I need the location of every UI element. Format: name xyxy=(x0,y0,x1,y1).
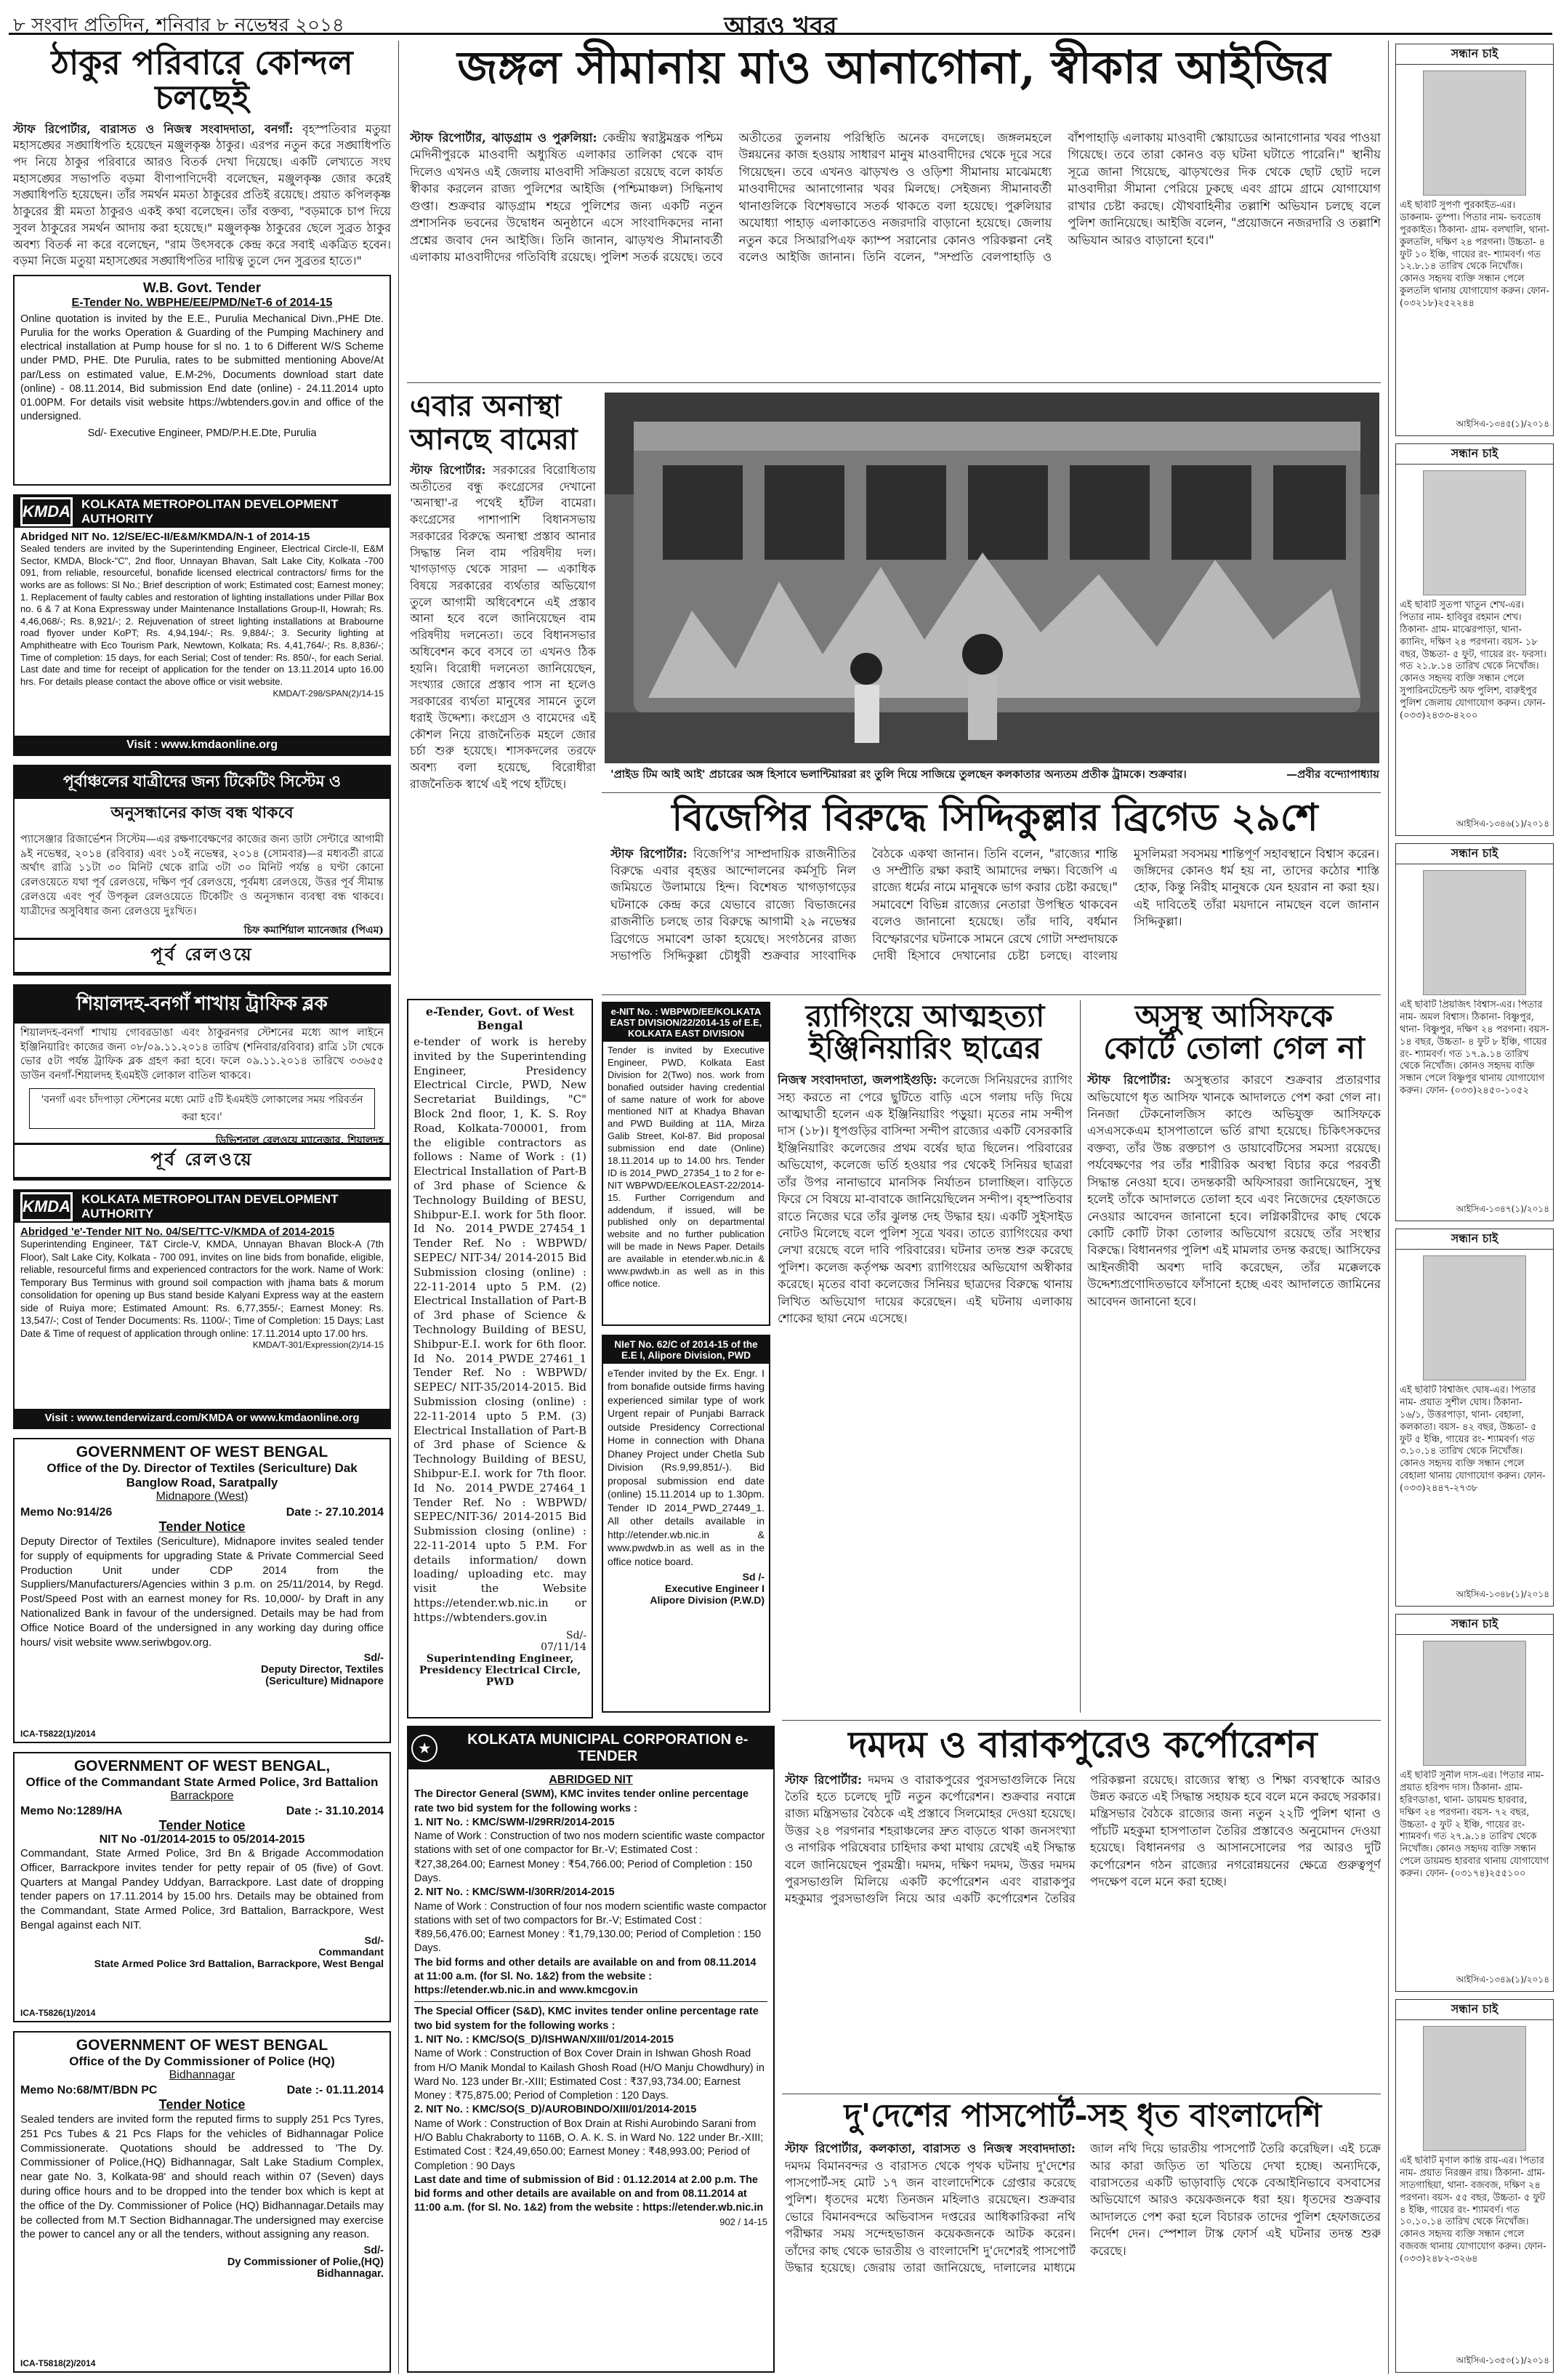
kmda-header: KMDA KOLKATA METROPOLITAN DEVELOPMENT AUTHORITY xyxy=(15,1191,390,1223)
story-headline: দমদম ও বারাকপুরেও কর্পোরেশন xyxy=(848,1723,1318,1766)
story-headline: দু'দেশের পাসপোর্ট-সহ ধৃত বাংলাদেশি xyxy=(844,2097,1322,2134)
missing-person-4: সন্ধান চাই এই ছবিটি বিশ্বজিৎ ঘোষ-এর। পিতার নাম- প্রয়াত সুশীল ঘোষ। ঠিকানা- ১৬/১, উত্তরপাড়া, থানা- বেহালা, কলকাতা। বয়স- ৪২ বছর, উচ্চতা- ৫ ফুট ৫ ইঞ্চি, গায়ের রং- শ্যামবর্ণ। গত ৩.১০.১৪ তারিখ থেকে নিখোঁজ। কোনও সহৃদয় ব্যক্তি সন্ধান পেলে বেহালা থানায় যোগাযোগ করুন। ফোন- (০৩৩)২৪৪৭-২৭৩৮ আইসিএ-১৩৪৮(১)/২০১৪ xyxy=(1395,1229,1554,1607)
railway-logo: পূর্ব রেলওয়ে xyxy=(15,1143,390,1179)
kmda-website-link[interactable]: Visit : www.kmdaonline.org xyxy=(15,736,390,755)
photo-caption: 'প্রাইড টিম আই আই' প্রচারের অঙ্গ হিসাবে ভলান্টিয়াররা রং তুলি দিয়ে সাজিয়ে তুলছেন কলকাতার অন্যতম প্রতীক ট্রামকে। শুক্রবার। —প্রবীর বন্দ্যোপাধ্যায় xyxy=(610,768,1379,781)
story-headline: বিজেপির বিরুদ্ধে সিদ্দিকুল্লার ব্রিগেড ২৯শে xyxy=(671,795,1318,840)
divider xyxy=(602,792,1381,793)
ad-kolkata-east-enit: e-NIT No. : WBPWD/EE/KOLKATA EAST DIVISION/22/2014-15 of E.E, KOLKATA EAST DIVISION Tender is invited by Executive Engineer, PWD, Kolkata East Division for 2(Two) nos. work from bonafied outsider having credential of same nature of work for above mentioned NIT at Khadya Bhavan and PWD Building at 11A, Mirza Galib Street, Kol-87. Bid proposal submission end date (Online) 18.11.2014 up to 14.00 hrs. Tender ID is 2014_PWD_27354_1 to 2 for e-NIT WBPWD/EE/KOLEAST-22/2014-15. Further Corrigendum and addendum, if issued, will be published only on departmental website and no further publication will be made in News Paper. Details are available in etender.wb.nic.in & www.pwdwb.in as well as in this office notice. xyxy=(602,1002,770,1326)
kmc-emblem-icon: ★ xyxy=(411,1734,437,1762)
missing-person-2: সন্ধান চাই এই ছবিটি সুতপা খাতুন শেখ-এর। পিতার নাম- হাবিবুর রহমান শেখ। ঠিকানা- গ্রাম- মাঝেরপাড়া, থানা- ক্যানিং, দক্ষিণ ২৪ পরগনা। বয়স- ১৮ বছর, উচ্চতা- ৫ ফুট, গায়ের রং- ফরসা। গত ২১.৮.১৪ তারিখ থেকে নিখোঁজ। কোনও সহৃদয় ব্যক্তি সন্ধান পেলে সুপারিনটেন্ডেন্ট অফ পুলিশ, বারুইপুর পুলিশ জেলায় যোগাযোগ করুন। ফোন- (০৩৩)২৪৩৩-৪২০০ আইসিএ-১৩৪৬(১)/২০১৪ xyxy=(1395,443,1554,836)
ad-police-tender: GOVERNMENT OF WEST BENGAL Office of the Dy Commissioner of Police (HQ) Bidhannagar Memo No:68/MT/BDN PC Date :- 01.11.2014 Tender Notice Sealed tenders are invited form the reputed firms to supply 251 Pcs Tyres, 251 Pcs Tubes & 21 Pcs Flaps for the vehicles of Bidhannagar Police Commissionerate. Quotations should be addressed to 'The Dy. Commissioner of Police,(HQ) Bidhannagar, Salt Lake Stadium Complex, near gate No. 3, Kolkata-98' and should reach within 07 (Seven) days during office hours and to be dropped into the tender box which is kept at the office of the Dy. Commissioner of Police (HQ) Bidhannagar.Details may be collected from M.T Section Bidhannagar.The undersigned may exercise the power to cancel any or all the tenders, without assigning any reason. Sd/- Dy Commissioner of Polie,(HQ) Bidhannagar. ICA-T5818(2)/2014 xyxy=(13,2031,391,2373)
story-maoist-body: স্টাফ রিপোর্টার, ঝাড়গ্রাম ও পুরুলিয়া: কেন্দ্রীয় স্বরাষ্ট্রমন্ত্রক পশ্চিম মেদিনীপুরকে মাওবাদী অধ্যুষিত এলাকার তালিকা থেকে বাদ দিলেও এখনও এই জেলায় মাওবাদী সক্রিয়তা রয়েছে বলে কার্যত স্বীকার করলেন রাজ্য পুলিশের আইজি (পশ্চিমাঞ্চল) সিদ্ধিনাথ গুপ্তা। শুক্রবার ঝাড়গ্রাম শহরে পুলিশের জন্য একটি নতুন প্রশাসনিক ভবনের উদ্বোধন অনুষ্ঠানে এসে সাংবাদিকদের নানা প্রশ্নের জবাব দেন আইজি। তিনি জানান, ঝাড়খণ্ড সীমানাবর্তী এলাকায় মাওবাদীদের গতিবিধি রয়েছে। পুলিশ সতর্ক রয়েছে। তবে অতীতের তুলনায় পরিস্থিতি অনেক বদলেছে। জঙ্গলমহলে উন্নয়নের কাজ হওয়ায় সাধারণ মানুষ মাওবাদীদের থেকে দূরে সরে গিয়েছেন। তবে এখনও ঝাড়খণ্ড ও ওড়িশা সীমানায় মাঝেমধ্যে মাওবাদীদের আনাগোনার খবর মিলছে। সেইজন্য সীমানাবর্তী থানাগুলিকে বিশেষভাবে সতর্ক থাকতে বলা হয়েছে। পুরুলিয়ার অযোধ্যা পাহাড় এলাকাতেও নজরদারি বাড়ানো হয়েছে। জেলায় নতুন করে সিআরপিএফ ক্যাম্প সরানোর কোনও পরিকল্পনা নেই বলেও আইজি জানান। তিনি বলেন, "সম্প্রতি বেলপাহাড়ি ও বাঁশপাহাড়ি এলাকায় মাওবাদী স্কোয়াডের আনাগোনার খবর পাওয়া গিয়েছে। তবে তারা কোনও বড় ঘটনা ঘটাতে পারেনি।" স্থানীয় সূত্রে জানা গিয়েছে, ঝাড়খণ্ডের দিক থেকে ছোট ছোট দলে মাওবাদীরা সীমানা পেরিয়ে ঢুকছে এবং গ্রামে গ্রামে যোগাযোগ রাখার চেষ্টা করছে। যৌথবাহিনীর তল্লাশি অভিযান চলছে বলে পুলিশ জানিয়েছে। আইজি বলেন, "প্রয়োজনে নজরদারি ও তল্লাশি অভিযান আরও বাড়ানো হবে।" xyxy=(410,131,1381,264)
railway-logo: পূর্ব রেলওয়ে xyxy=(15,938,390,974)
kmda-logo: KMDA xyxy=(20,497,73,526)
story-asif: অসুস্থ আসিফকে কোর্টে তোলা গেল না স্টাফ রিপোর্টার: অসুস্থতার কারণে শুক্রবার প্রতারণার অভিযোগে ধৃত আসিফ খানকে আদালতে পেশ করা গেল না। নিনজা টেকনোলজিস কাণ্ডে অভিযুক্ত আসিফকে এসএসকেএম হাসপাতালে ভর্তি রাখা হয়েছে। চিকিৎসকদের বক্তব্য, তাঁর উচ্চ রক্তচাপ ও ডায়াবেটিসের সমস্যা রয়েছে। পর্যবেক্ষণের পর তাঁর শারীরিক অবস্থা বিচার করে পরবর্তী সিদ্ধান্ত নেওয়া হবে। তদন্তকারী অফিসাররা জানিয়েছেন, সুস্থ হলেই তাঁকে আদালতে তোলা হবে এবং নিজেদের হেফাজতে নেওয়ার আবেদন জানানো হবে। লগ্নিকারীদের কাছ থেকে কোটি কোটি টাকা তোলার অভিযোগ রয়েছে তাঁর সংস্থার বিরুদ্ধে। বিধাননগর পুলিশ এই মামলার তদন্ত করছে। আসিফের আইনজীবী অবশ্য দাবি করেছেন, তাঁর মক্কেলকে উদ্দেশ্যপ্রণোদিতভাবে ফাঁসানো হচ্ছে এবং আদালতে জামিনের আবেদন জানানো হবে। xyxy=(1087,1000,1381,1697)
missing-person-photo xyxy=(1423,2026,1526,2151)
story-camera: এবার অনাস্থা আনছে বামেরা স্টাফ রিপোর্টার: সরকারের বিরোধিতায় অতীতের বন্ধু কংগ্রেসের দেখানো 'অনাস্থা'-র পথেই হাঁটল বামেরা। কংগ্রেসের পাশাপাশি বিধানসভায় সরকারের বিরুদ্ধে অনাস্থা প্রস্তাব আনার সিদ্ধান্ত নিল বাম পরিষদীয় দল। খাগড়াগড় থেকে সারদা — একাধিক বিষয়ে সরকারের ব্যর্থতার অভিযোগ তুলে আগামী অধিবেশনে এই প্রস্তাব আনা হবে বলে জানিয়েছেন বাম পরিষদীয় দলনেতা। তবে বিধানসভার অধিবেশন কবে বসবে তা এখনও ঠিক হয়নি। বিরোধী দলনেতা জানিয়েছেন, সংখ্যার জোরে প্রস্তাব পাস না হলেও সরকারের ব্যর্থতা মানুষের সামনে তুলে ধরাই উদ্দেশ্য। কংগ্রেস ও বামেদের এই কৌশল নিয়ে রাজনৈতিক মহলে জোর চর্চা শুরু হয়েছে। শাসকদলের তরফে অবশ্য বলা হয়েছে, বিরোধীরা রাজনৈতিক স্বার্থে এই পথে হাঁটছে। xyxy=(410,390,596,1189)
ad-kmda-1: KMDA KOLKATA METROPOLITAN DEVELOPMENT AUTHORITY Abridged NIT No. 12/SE/EC-II/E&M/KMDA/N-1 of 2014-15 Sealed tenders are invited by the Superintending Engineer, Electrical Circle-II, E&M Sector, KMDA, Block-"C", 2nd floor, Unnayan Bhavan, Salt Lake City, Kolkata -700 091, from reliable, resourceful, bonafide licensed electrical contractors/ firms for the works are as follows: Sl No.; Brief description of work; Estimated cost; Earnest money; 1. Replacement of faulty cables and restoration of lighting installations under Pillar Box no. 6 & 7 at Kona Expressway under Maintenance Installations Group-II, Howrah; Rs. 4,46,068/-; Rs. 8,921/-; 2. Rejuvenation of street lighting installations at Brabourne road flyover under KoPT; Rs. 4,94,194/-; Rs. 9,884/-; 3. Security lighting at Amphitheatre with Eco Tourism Park, Newtown, Kolkata; Rs. 4,41,764/-; Rs. 8,836/-; Time of completion: 15 days, for each Serial; Cost of tender: Rs. 850/-, for each Serial. Last date and time for receipt of application for the tender on 13.11.2014 upto 16.00 hrs. For details please contact the above office or visit website. KMDA/T-298/SPAN(2)/14-15 Visit : www.kmdaonline.org xyxy=(13,494,391,756)
story-headline: ঠাকুর পরিবারে কোন্দল চলছেই xyxy=(51,43,353,118)
missing-person-photo xyxy=(1423,71,1526,196)
missing-person-photo xyxy=(1423,470,1526,595)
ad-railway-traffic-block: শিয়ালদহ-বনগাঁ শাখায় ট্রাফিক ব্লক শিয়ালদহ-বনগাঁ শাখায় গোবরডাঙা এবং ঠাকুরনগর স্টেশনের মধ্যে আপ লাইনে ইঞ্জিনিয়ারিং কাজের জন্য ০৮/০৯.১১.২০১৪ তারিখ (শনিবার/রবিবার) রাত্রি ১টা থেকে ভোর ৫টা পর্যন্ত ট্রাফিক ব্লক গ্রহণ করা হবে। ফলে ০৯.১১.২০১৪ তারিখে ৩৩৬৫৫ ডাউন বনগাঁ-শিয়ালদহ ইএমইউ লোকাল বাতিল থাকবে। 'বনগাঁ এবং চাঁদপাড়া স্টেশনের মধ্যে মোট ৫টি ইএমইউ লোকালের সময় পরিবর্তন করা হবে।' ডিভিশনাল রেলওয়ে ম্যানেজার, শিয়ালদহ পূর্ব রেলওয়ে xyxy=(13,984,391,1181)
column-rule xyxy=(398,41,399,2374)
ad-textiles-tender: GOVERNMENT OF WEST BENGAL Office of the Dy. Director of Textiles (Sericulture) Dak Banglow Road, Saratpally Midnapore (West) Memo No:914/26 Date :- 27.10.2014 Tender Notice Deputy Director of Textiles (Sericulture), Midnapore invites sealed tender for supply of equipments for upgrading State & Private Commercial Seed Production Unit under CDP 2014 from the Suppliers/Manufacturers/Agencies within 3 p.m. on 25/11/2014, by Regd. Post/Speed Post with an earnest money for Rs. 10,000/- by Draft in any Nationalized Bank in favour of the undersigned. Details may be had from Office Notice Board of the undersigned in any working day during office hours/ visit website www.seriwbgov.org. Sd/- Deputy Director, Textiles (Sericulture) Midnapore ICA-T5822(1)/2014 xyxy=(13,1438,391,1743)
story-ragging: র‍্যাগিংয়ে আত্মহত্যা ইঞ্জিনিয়ারিং ছাত্রের নিজস্ব সংবাদদাতা, জলপাইগুড়ি: কলেজে সিনিয়রদের র‍্যাগিং সহ্য করতে না পেরে ছুটিতে বাড়ি এসে গলায় দড়ি দিয়ে আত্মঘাতী হলেন এক ইঞ্জিনিয়ারিং পড়ুয়া। মৃতের নাম সন্দীপ দাস (১৮)। ধূপগুড়ির বাসিন্দা সন্দীপ রাজ্যের একটি বেসরকারি ইঞ্জিনিয়ারিং কলেজের প্রথম বর্ষের ছাত্র ছিলেন। পরিবারের অভিযোগ, কলেজে ভর্তি হওয়ার পর থেকেই সিনিয়র ছাত্ররা তাঁর উপর নানাভাবে মানসিক নির্যাতন চালাচ্ছিল। বাড়িতে ফিরে সে বিষয়ে মা-বাবাকে জানিয়েছিলেন সন্দীপ। বৃহস্পতিবার রাতে নিজের ঘরে তাঁর ঝুলন্ত দেহ উদ্ধার হয়। একটি সুইসাইড নোটও মিলেছে বলে পুলিশ সূত্রে খবর। তাতে র‍্যাগিংয়ের কথা লেখা রয়েছে বলে দাবি পরিবারের। ঘটনার তদন্ত শুরু করেছে পুলিশ। কলেজ কর্তৃপক্ষ অবশ্য র‍্যাগিংয়ের অভিযোগ অস্বীকার করেছে। মৃতের বাবা কলেজের সিনিয়র ছাত্রদের বিরুদ্ধে থানায় লিখিত অভিযোগ দায়ের করেছেন। এই ঘটনায় এলাকায় শোকের ছায়া নেমে এসেছে। xyxy=(778,1000,1073,1697)
story-corporation xyxy=(785,1723,1381,2084)
ad-etender-wb: e-Tender, Govt. of West Bengal e-tender of work is hereby invited by the Superintending Engineer, Presidency Electrical Circle, PWD, New Secretariat Buildings, "C" Block 2nd floor, 1, K. S. Roy Road, Kolkata-700001, from the eligible contractors as follows : Name of Work : (1) Electrical Installation of Part-B of 3rd phase of Science & Technology Building of BESU, Shibpur-E.I. work for 5th floor. Id No. 2014_PWDE_27454_1 Tender Ref. No : WBPWD/ SEPEC/ NIT-34/ 2014-2015 Bid Submission closing (online) : 22-11-2014 upto 5 P.M. (2) Electrical Installation of Part-B of 3rd phase of Science & Technology Building of BESU, Shibpur-E.I. work for 6th floor. Id No. 2014_PWDE_27461_1 Tender Ref. No : WBPWD/ SEPEC/ NIT-35/2014-2015. Bid Submission closing (online) : 22-11-2014 upto 5 P.M. (3) Electrical Installation of Part-B of 3rd phase of Science & Technology Building of BESU, Shibpur-E.I. work for 7th floor. Id No. 2014_PWDE_27464_1 Tender Ref. No : WBPWD/ SEPEC/NIT-36/ 2014-2015 Bid Submission closing (online) : 22-11-2014 upto 5 P.M. For details information/ down loading/ uploading etc. may visit the Website https://etender.wb.nic.in or https://wbtenders.gov.in Sd/- 07/11/14 Superintending Engineer, Presidency Electrical Circle, PWD xyxy=(407,999,593,1718)
missing-person-5: সন্ধান চাই এই ছবিটি সুনীল দাস-এর। পিতার নাম- প্রয়াত হরিপদ দাস। ঠিকানা- গ্রাম- হরিণডাঙা, থানা- ডায়মন্ড হারবার, দক্ষিণ ২৪ পরগনা। বয়স- ৭২ বছর, উচ্চতা- ৫ ফুট ২ ইঞ্চি, গায়ের রং- শ্যামবর্ণ। গত ২৭.৯.১৪ তারিখ থেকে নিখোঁজ। কোনও সহৃদয় ব্যক্তি সন্ধান পেলে ডায়মন্ড হারবার থানায় যোগাযোগ করুন। ফোন- (০৩১৭৪)২৫৫১০০ আইসিএ-১৩৪৯(১)/২০১৪ xyxy=(1395,1614,1554,1992)
missing-person-photo xyxy=(1423,1255,1526,1380)
story-body: স্টাফ রিপোর্টার: সরকারের বিরোধিতায় অতীতের বন্ধু কংগ্রেসের দেখানো 'অনাস্থা'-র পথেই হাঁটল বামেরা। কংগ্রেসের পাশাপাশি বিধানসভায় সরকারের বিরুদ্ধে অনাস্থা প্রস্তাব আনার সিদ্ধান্ত নিল বাম পরিষদীয় দল। খাগড়াগড় থেকে সারদা — একাধিক বিষয়ে সরকারের ব্যর্থতার অভিযোগ তুলে আগামী অধিবেশনে এই প্রস্তাব আনা হবে বলে জানিয়েছেন বাম পরিষদীয় দলনেতা। তবে বিধানসভার অধিবেশন কবে বসবে তা এখনও ঠিক হয়নি। বিরোধী দলনেতা জানিয়েছেন, সংখ্যার জোরে প্রস্তাব পাস না হলেও সরকারের ব্যর্থতা মানুষের সামনে তুলে ধরাই উদ্দেশ্য। কংগ্রেস ও বামেদের এই কৌশল নিয়ে রাজনৈতিক মহলে জোর চর্চা শুরু হয়েছে। শাসকদলের তরফে অবশ্য বলা হয়েছে, বিরোধীরা রাজনৈতিক স্বার্থে এই পথে হাঁটছে। xyxy=(410,463,596,791)
missing-person-3: সন্ধান চাই এই ছবিটি প্রিয়জিৎ বিশ্বাস-এর। পিতার নাম- অমল বিশ্বাস। ঠিকানা- বিষ্ণুপুর, থানা- বিষ্ণুপুর, দক্ষিণ ২৪ পরগনা। বয়স- ১৪ বছর, উচ্চতা- ৪ ফুট ৮ ইঞ্চি, গায়ের রং- শ্যামবর্ণ। গত ১৭.৯.১৪ তারিখ থেকে নিখোঁজ। কোনও সহৃদয় ব্যক্তি সন্ধান পেলে বিষ্ণুপুর থানায় যোগাযোগ করুন। ফোন- (০৩৩)২৪৫০-১০৫২ আইসিএ-১৩৪৭(১)/২০১৪ xyxy=(1395,843,1554,1221)
story-body: স্টাফ রিপোর্টার, কলকাতা, বারাসত ও নিজস্ব সংবাদদাতা: দমদম বিমানবন্দর ও বারাসত থেকে পৃথক ঘটনায় দু'দেশের পাসপোর্ট-সহ মোট ১৭ জন বাংলাদেশিকে গ্রেপ্তার করেছে পুলিশ। ধৃতদের মধ্যে তিনজন মহিলাও রয়েছেন। শুক্রবার ভোরে বিমানবন্দরে অভিবাসন দপ্তরের আধিকারিকরা নথি পরীক্ষার সময় সন্দেহভাজন কয়েকজনকে আটক করেন। তাঁদের কাছ থেকে ভারতীয় ও বাংলাদেশি দু'দেশেরই পাসপোর্ট উদ্ধার হয়েছে। জেরায় তারা জানিয়েছে, দালালের মাধ্যমে জাল নথি দিয়ে ভারতীয় পাসপোর্ট তৈরি করেছিল। এই চক্রে আর কারা জড়িত তা খতিয়ে দেখা হচ্ছে। অন্যদিকে, বারাসতের একটি ভাড়াবাড়ি থেকে বেআইনিভাবে বসবাসের অভিযোগে আরও কয়েকজনকে ধরা হয়। ধৃতদের শুক্রবার আদালতে পেশ করা হলে বিচারক তাদের পুলিশ হেফাজতের নির্দেশ দেন। স্পেশাল টাস্ক ফোর্স এই ঘটনার তদন্ত শুরু করেছে। xyxy=(785,2142,1381,2275)
kmda-website-link[interactable]: Visit : www.tenderwizard.com/KMDA or www.kmdaonline.org xyxy=(15,1409,390,1428)
kmda-logo: KMDA xyxy=(20,1192,73,1221)
kmda-header: KMDA KOLKATA METROPOLITAN DEVELOPMENT AUTHORITY xyxy=(15,496,390,528)
missing-person-1: সন্ধান চাই এই ছবিটি সুপর্ণা পুরকাইত-এর। ডাকনাম- তুম্পা। পিতার নাম- ভবতোষ পুরকাইত। ঠিকানা- গ্রাম- বলখালি, থানা- কুলতলি, দক্ষিণ ২৪ পরগনা। উচ্চতা- ৪ ফুট ১০ ইঞ্চি, গায়ের রং- শ্যামবর্ণ। গত ১২.৮.১৪ তারিখ থেকে নিখোঁজ। কোনও সহৃদয় ব্যক্তি সন্ধান পেলে কুলতলি থানায় যোগাযোগ করুন। ফোন- (০৩২১৮)২৫২২৪৪ আইসিএ-১৩৪৫(১)/২০১৪ xyxy=(1395,44,1554,436)
story-body: স্টাফ রিপোর্টার: অসুস্থতার কারণে শুক্রবার প্রতারণার অভিযোগে ধৃত আসিফ খানকে আদালতে পেশ করা গেল না। নিনজা টেকনোলজিস কাণ্ডে অভিযুক্ত আসিফকে এসএসকেএম হাসপাতালে ভর্তি রাখা হয়েছে। চিকিৎসকদের বক্তব্য, তাঁর উচ্চ রক্তচাপ ও ডায়াবেটিসের সমস্যা রয়েছে। পর্যবেক্ষণের পর তাঁর শারীরিক অবস্থা বিচার করে পরবর্তী সিদ্ধান্ত নেওয়া হবে। তদন্তকারী অফিসাররা জানিয়েছেন, সুস্থ হলেই তাঁকে আদালতে তোলা হবে এবং নিজেদের হেফাজতে নেওয়ার আবেদন জানানো হবে। লগ্নিকারীদের কাছ থেকে কোটি কোটি টাকা তোলার অভিযোগ রয়েছে তাঁর সংস্থার বিরুদ্ধে। বিধাননগর পুলিশ এই মামলার তদন্ত করছে। আসিফের আইনজীবী অবশ্য দাবি করেছেন, তাঁর মক্কেলকে উদ্দেশ্যপ্রণোদিতভাবে ফাঁসানো হচ্ছে এবং আদালতে জামিনের আবেদন জানানো হবে। xyxy=(1087,1073,1381,1308)
missing-person-photo xyxy=(1423,1641,1526,1766)
divider xyxy=(602,994,1381,995)
page-label: ৮ সংবাদ প্রতিদিন, শনিবার ৮ নভেম্বর ২০১৪ xyxy=(13,15,344,36)
column-rule xyxy=(1080,1000,1081,1713)
divider xyxy=(782,1720,1381,1721)
story-bjp xyxy=(610,795,1379,969)
ad-kmc-etender: ★ KOLKATA MUNICIPAL CORPORATION e-TENDER ABRIDGED NIT The Director General (SWM), KMC invites tender online percentage rate two bid system for the following works : 1. NIT No. : KMC/SWM-I/29RR/2014-2015 Name of Work : Construction of two nos modern scientific waste compactor stations with set of one compactor for Br.-V; Estimated Cost : ₹27,38,264.00; Earnest Money : ₹54,766.00; Period of Completion : 150 Days. 2. NIT No. : KMC/SWM-I/30RR/2014-2015 Name of Work : Construction of four nos modern scientific waste compactor stations with set of two compactors for Br.-V; Estimated Cost : ₹89,56,476.00; Earnest Money : ₹1,79,130.00; Period of Completion : 150 Days. The bid forms and other details are available on and from 08.11.2014 at 11:00 a.m. (for Sl. No. 1&2) from the website : https://etender.wb.nic.in and www.kmcgov.in The Special Officer (S&D), KMC invites tender online percentage rate two bid system for the following works : 1. NIT No. : KMC/SO(S_D)/ISHWAN/XIII/01/2014-2015 Name of Work : Construction of Box Cover Drain in Ishwan Ghosh Road from H/O Manik Mondal to Kailash Ghosh Road (H/O Manju Chowdhury) in Ward No. 123 under Br.-XIII; Estimated Cost : ₹37,93,734.00; Earnest Money : ₹75,875.00; Period of Completion : 120 Days. 2. NIT No. : KMC/SO(S_D)/AUROBINDO/XIII/01/2014-2015 Name of Work : Construction of Box Drain at Rishi Aurobindo Sarani from H/O Bablu Chakraborty to 116B, O. A. K. S. in Ward No. 122 under Br.-XIII; Estimated Cost : ₹24,49,650.00; Earnest Money : ₹48,993.00; Period of Completion : 90 Days Last date and time of submission of Bid : 01.12.2014 at 2.00 p.m. The bid forms and other details are available on and from 08.11.2014 at 11:00 a.m. (for Sl. No. 1&2) from the website : https://etender.wb.nic.in 902 / 14-15 xyxy=(407,1726,775,2373)
divider xyxy=(407,382,1381,383)
ad-railway-ticketing: পূর্বাঞ্চলের যাত্রীদের জন্য টিকেটিং সিস্টেম ও অনুসন্ধানের কাজ বন্ধ থাকবে প্যাসেঞ্জার রিজার্ভেশন সিস্টেম—এর রক্ষণাবেক্ষণের কাজের জন্য ডাটা সেন্টারে আগামী ৯ই নভেম্বর, ২০১৪ (রবিবার) এবং ১০ই নভেম্বর, ২০১৪ (সোমবার)—র মধ্যবর্তী রাত্রে অর্থাৎ রাত্রি ১১টা ৩০ মিনিট থেকে রাত্রি ৩টা ৩০ মিনিট পর্যন্ত ৪ ঘণ্টা কোনো রেলওয়েতে যথা পূর্ব রেলওয়ে, দক্ষিণ পূর্ব রেলওয়ে, পূর্বমধ্য রেলওয়ে, উত্তর পূর্ব সীমান্ত রেলওয়ে এবং পূর্ব উপকূল রেলওয়েতে টিকেটিং ও অনুসন্ধান ব্যবস্থা বন্ধ থাকবে। যাত্রীদের অসুবিধার জন্য রেলওয়ে দুঃখিত। চিফ কমার্শিয়াল ম্যানেজার (পিএম) পূর্ব রেলওয়ে xyxy=(13,765,391,976)
story-body: স্টাফ রিপোর্টার, বারাসত ও নিজস্ব সংবাদদাতা, বনগাঁ: বৃহস্পতিবার মতুয়া মহাসঙ্ঘের সঙ্ঘাধিপতি হয়েছেন মঞ্জুলকৃষ্ণ ঠাকুর। এরপর নতুন করে সঙ্ঘাধিপতি পদ নিয়ে ঠাকুর পরিবারে আরও বিতর্ক দেখা দিয়েছে। একটি লেখ্যতে সংঘ মহাসঙ্ঘের সভাপতি বড়মা বীণাপাণিদেবী বলেছেন, মঞ্জুলকৃষ্ণ জোর করেই সঙ্ঘাধিপতি হয়েছেন। তাঁর সমর্থন মমতা ঠাকুরের প্রতিই রয়েছে। প্রয়াত কপিলকৃষ্ণ ঠাকুরের স্ত্রী মমতা ঠাকুরও একই কথা বলেছেন। তাঁর বক্তব্য, "বড়মাকে চাপ দিয়ে সুবল ঠাকুরের সমর্থন আদায় করা হয়েছে।" মঞ্জুলকৃষ্ণ ঠাকুরের ছেলে সুব্রত ঠাকুর অবশ্য বিতর্ক না করে বলেছেন, "রাম উৎসবকে কেন্দ্র করে সবাই একত্রিত হবেন। বড়মা নিজে মতুয়া মহাসঙ্ঘের সঙ্ঘাধিপতির দায়িত্ব তুলে দেন সুব্রতর হাতে।" xyxy=(13,121,391,268)
story-passport xyxy=(785,2099,1381,2358)
tram-photo xyxy=(605,393,1379,763)
ad-wb-tender: W.B. Govt. Tender E-Tender No. WBPHE/EE/PMD/NeT-6 of 2014-15 Online quotation is invited by the E.E., Purulia Mechanical Divn.,PHE Dte. Purulia for the works Operation & Guarding of the Pumping Machinery and electrical installation at Pump house for sl no. 1 to 6 Different W/S Scheme under PMD, PHE. Dte Purulia, rates to be submitted mentioning Above/At par/Less on estimated value, E.M-2%, Documents download start date (online) - 08.11.2014, Bid submission End date (online) - 24.11.2014 upto 01.00PM. For details visit website https://wbtenders.gov.in and office of the undersigned. Sd/- Executive Engineer, PMD/P.H.E.Dte, Purulia xyxy=(13,275,391,486)
story-thakur xyxy=(13,45,391,270)
story-body: স্টাফ রিপোর্টার: বিজেপি'র সাম্প্রদায়িক রাজনীতির বিরুদ্ধে এবার বৃহত্তর আন্দোলনের কর্মসূচি নিল জমিয়তে উলামায়ে হিন্দ। বিশেষত খাগড়াগড়ের ঘটনাকে কেন্দ্র করে যেভাবে রাজ্যে বিভাজনের রাজনীতি চলছে তার বিরুদ্ধে আগামী ২৯ নভেম্বর ব্রিগেডে সমাবেশ ডাকা হয়েছে। সংগঠনের রাজ্য সভাপতি সিদ্দিকুল্লা চৌধুরী শুক্রবার সাংবাদিক বৈঠকে একথা জানান। তিনি বলেন, "রাজ্যের শান্তি ও সম্প্রীতি রক্ষা করাই আমাদের লক্ষ্য। বিজেপি এ রাজ্যে ধর্মের নামে মানুষকে ভাগ করার চেষ্টা করছে।" সমাবেশে বিভিন্ন রাজ্যের নেতারা উপস্থিত থাকবেন বলেও জানানো হয়েছে। তাঁর দাবি, বর্ধমান বিস্ফোরণের ঘটনাকে সামনে রেখে গোটা সম্প্রদায়কে দোষী হিসাবে দেখানোর চেষ্টা চলছে। বাংলায় মুসলিমরা সবসময় শান্তিপূর্ণ সহাবস্থানে বিশ্বাস করেন। জঙ্গিদের কোনও ধর্ম হয় না, তাদের কঠোর শাস্তি হোক, কিন্তু নিরীহ মানুষকে যেন হয়রান না করা হয়। এই দাবিতেই তাঁরা ময়দানে নামছেন বলে জানান সিদ্দিকুল্লা। xyxy=(610,846,1379,963)
story-body: নিজস্ব সংবাদদাতা, জলপাইগুড়ি: কলেজে সিনিয়রদের র‍্যাগিং সহ্য করতে না পেরে ছুটিতে বাড়ি এসে গলায় দড়ি দিয়ে আত্মঘাতী হলেন এক ইঞ্জিনিয়ারিং পড়ুয়া। মৃতের নাম সন্দীপ দাস (১৮)। ধূপগুড়ির বাসিন্দা সন্দীপ রাজ্যের একটি বেসরকারি ইঞ্জিনিয়ারিং কলেজের প্রথম বর্ষের ছাত্র ছিলেন। পরিবারের অভিযোগ, কলেজে ভর্তি হওয়ার পর থেকেই সিনিয়র ছাত্ররা তাঁর উপর নানাভাবে মানসিক নির্যাতন চালাচ্ছিল। বাড়িতে ফিরে সে বিষয়ে মা-বাবাকে জানিয়েছিলেন সন্দীপ। বৃহস্পতিবার রাতে নিজের ঘরে তাঁর ঝুলন্ত দেহ উদ্ধার হয়। একটি সুইসাইড নোটও মিলেছে বলে পুলিশ সূত্রে খবর। তাতে র‍্যাগিংয়ের কথা লেখা রয়েছে বলে দাবি পরিবারের। ঘটনার তদন্ত শুরু করেছে পুলিশ। কলেজ কর্তৃপক্ষ অবশ্য র‍্যাগিংয়ের অভিযোগ অস্বীকার করেছে। মৃতের বাবা কলেজের সিনিয়র ছাত্রদের বিরুদ্ধে থানায় লিখিত অভিযোগ দায়ের করেছেন। এই ঘটনায় এলাকায় শোকের ছায়া নেমে এসেছে। xyxy=(778,1073,1073,1326)
ad-kmda-2: KMDA KOLKATA METROPOLITAN DEVELOPMENT AUTHORITY Abridged 'e'-Tender NIT No. 04/SE/TTC-V/KMDA of 2014-2015 Superintending Engineer, T&T Circle-V, KMDA, Unnayan Bhavan Block-A (7th Floor), Salt Lake City, Kolkata - 700 091, invites on line bids from bonafide, eligible, reliable, resourceful firms and experienced contractors for the work. Name of Work: Temporary Bus Terminus with ground soil compaction with jhama bats & morum consolidation for opening up Bus stand beside Kalyani Express way at the eastern side of Ruiya more; Estimated Amount: Rs. 6,77,355/-; Earnest Money: Rs. 13,547/-; Cost of Tender Documents: Rs. 1100/-; Time of Completion: 15 Days; Last Date & Time of request of application through online: 17.11.2014 upto 17.00 hrs. KMDA/T-301/Expression(2)/14-15 Visit : www.tenderwizard.com/KMDA or www.kmdaonline.org xyxy=(13,1189,391,1429)
page-masthead xyxy=(9,7,1552,41)
column-rule xyxy=(1388,41,1389,2374)
story-headline: জঙ্গল সীমানায় মাও আনাগোনা, স্বীকার আইজির xyxy=(457,41,1331,94)
story-body: স্টাফ রিপোর্টার: দমদম ও বারাকপুরের পুরসভাগুলিকে নিয়ে তৈরি হতে চলেছে দুটি নতুন কর্পোরেশন। শুক্রবার নবান্নে রাজ্য মন্ত্রিসভার বৈঠকে এই প্রস্তাবে সিলমোহর দেওয়া হয়েছে। উত্তর ২৪ পরগনার শহরাঞ্চলের দ্রুত বাড়তে থাকা জনসংখ্যা ও নাগরিক পরিষেবার চাহিদার কথা মাথায় রেখেই এই সিদ্ধান্ত বলে জানিয়েছেন পুরমন্ত্রী। দমদম, দক্ষিণ দমদম, উত্তর দমদম পুরসভাগুলি মিলিয়ে একটি কর্পোরেশন এবং বারাকপুর মহকুমার পুরসভাগুলি নিয়ে আর একটি কর্পোরেশন তৈরির পরিকল্পনা রয়েছে। রাজ্যের স্বাস্থ্য ও শিক্ষা ব্যবস্থাকে আরও উন্নত করতে এই সিদ্ধান্ত সহায়ক হবে বলে মনে করছে সরকার। মন্ত্রিসভার বৈঠকে রাজ্যের জন্য নতুন ২২টি পুলিশ থানা ও পাঁচটি মহকুমা হাসপাতাল তৈরির প্রস্তাবেও অনুমোদন দেওয়া হয়েছে। বিধাননগর ও আসানসোলের পর আরও দুটি কর্পোরেশন গঠন রাজ্যের নগরোন্নয়নের ক্ষেত্রে গুরুত্বপূর্ণ পদক্ষেপ বলে মনে করা হচ্ছে। xyxy=(785,1772,1381,1906)
tram-photo-image xyxy=(605,393,1379,763)
missing-person-photo xyxy=(1423,870,1526,995)
missing-person-6: সন্ধান চাই এই ছবিটি মৃণাল কান্তি রায়-এর। পিতার নাম- প্রয়াত নিরঞ্জন রায়। ঠিকানা- গ্রাম- সাতগাছিয়া, থানা- বজবজ, দক্ষিণ ২৪ পরগনা। বয়স- ৫৫ বছর, উচ্চতা- ৫ ফুট ৪ ইঞ্চি, গায়ের রং- শ্যামবর্ণ। গত ১০.১০.১৪ তারিখ থেকে নিখোঁজ। কোনও সহৃদয় ব্যক্তি সন্ধান পেলে বজবজ থানায় যোগাযোগ করুন। ফোন- (০৩৩)২৪৮২-৩২৬৪ আইসিএ-১৩৫০(১)/২০১৪ xyxy=(1395,1999,1554,2373)
ad-commandant-tender: GOVERNMENT OF WEST BENGAL, Office of the Commandant State Armed Police, 3rd Battalion Barrackpore Memo No:1289/HA Date :- 31.10.2014 Tender Notice NIT No -01/2014-2015 to 05/2014-2015 Commandant, State Armed Police, 3rd Bn & Brigade Accommodation Officer, Barrackpore invites tender for petty repair of 05 (five) of Govt. Quarters at Mangal Pandey Uddyan, Barrackpore. Last date of dropping tender papers on 17.11.2014 by 15.00 hrs. Details may be obtained from the Commandant, State Armed Police, 3rd Battalion, Barrackpore, West Bengal against each NIT. Sd/- Commandant State Armed Police 3rd Battalion, Barrackpore, West Bengal ICA-T5826(1)/2014 xyxy=(13,1752,391,2022)
section-title: আরও খবর xyxy=(724,12,837,41)
story-maoist xyxy=(407,41,1381,94)
ad-alipore-niet: NIeT No. 62/C of 2014-15 of the E.E I, Alipore Division, PWD eTender invited by the Ex. Engr. I from bonafide outside firms having experienced similar type of work Urgent repair of Punjabi Barrack outside Presidency Correctional Home in connection with Dhana Dhaney Project under Chetla Sub Division (Rs.9,99,851/-). Bid proposal submission end date (online) 15.11.2014 up to 1.30pm. Tender ID 2014_PWD_27449_1. All other details available in http://etender.wb.nic.in & www.pwdwb.in as well as in the office notice board. Sd /- Executive Engineer I Alipore Division (P.W.D) xyxy=(602,1335,770,1713)
